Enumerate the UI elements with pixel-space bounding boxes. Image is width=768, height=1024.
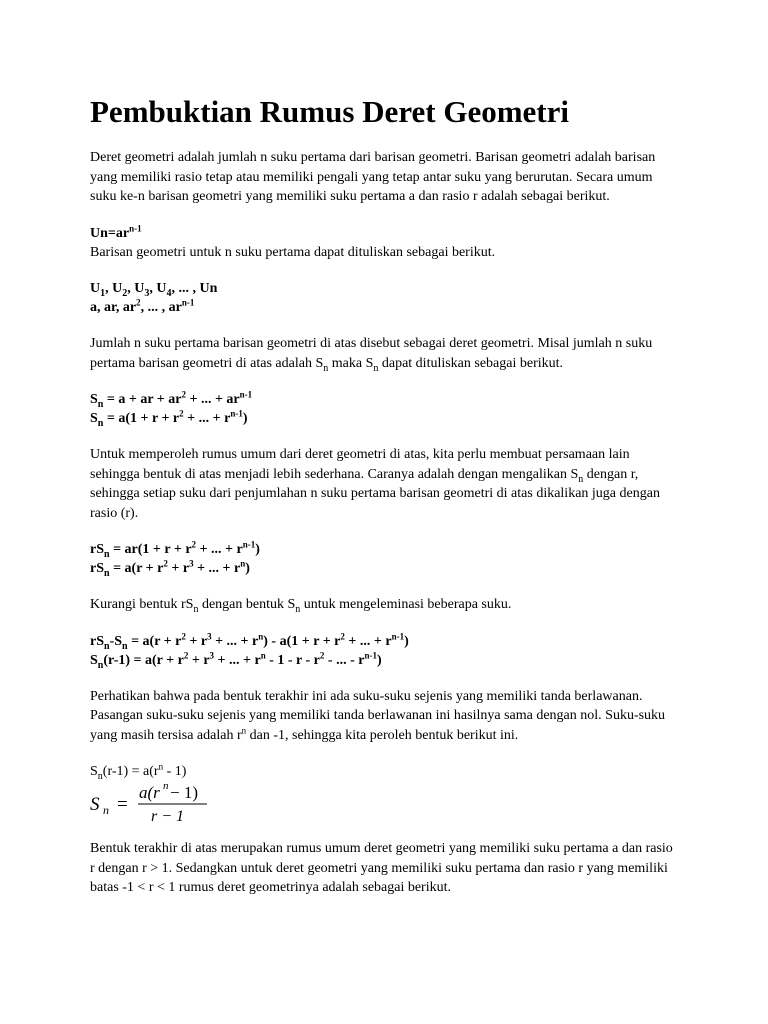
fraction-numerator: a(r <box>139 783 160 802</box>
formula-sn-factored: $S_n = a(1 + r + r^2$ + ... + $r^{n-1}$) <box>90 408 248 429</box>
series-formula-block <box>90 390 680 428</box>
fraction-equals: = <box>117 794 128 815</box>
fraction-denominator: r − 1 <box>151 808 185 823</box>
cancellation-paragraph: Perhatikan bahwa pada bentuk terakhir ini ada suku-suku sejenis yang memiliki tanda berlawanan. Pasangan suku-suku sejenis yang memiliki tanda berlawanan ini hasilnya sama dengan nol. Suku-suku yang masih tersisa adalah $r^n$ dan -1, sehingga kita peroleh bentuk berikut ini. <box>90 688 666 743</box>
subtraction-formula-block <box>90 632 680 670</box>
multiply-ratio-paragraph: Untuk memperoleh rumus umum dari deret geometri di atas, kita perlu membuat persamaan lain sehingga bentuk di atas menjadi lebih sederhana. Caranya adalah dengan mengalikan $S_n$ dengan r, sehingga setiap suku dari penjumlahan n suku pertama barisan geometri di atas dikalikan juga dengan rasio (r). <box>90 447 660 521</box>
formula-rsn-2: $rS_n = a(r + r^2 + r^3$ + ... + $r^n$) <box>90 558 250 579</box>
fraction-lhs: S <box>90 794 100 815</box>
formula-sequence-a: a, ar, $ar^2$, ... , $ar^{n-1}$ <box>90 297 195 315</box>
series-definition-paragraph: Jumlah n suku pertama barisan geometri di atas disebut sebagai deret geometri. Misal jumlah n suku pertama barisan geometri di atas adalah $S_n$ maka $S_n$ dapat dituliskan sebagai berikut. <box>90 336 653 374</box>
formula-subtraction-1: $rS_n-S_n = a(r + r^2 + r^3$ + ... + $r^n) - a(1 + r + r^2$ + ... + $r^{n-1}$) <box>90 630 409 652</box>
sequence-block <box>90 279 680 317</box>
formula-result: $S_n(r-1) = a(r^n - 1)$ <box>90 761 187 782</box>
fraction-numerator-exponent: n <box>163 781 169 792</box>
formula-sum-fraction <box>90 781 680 823</box>
page-title: Pembuktian Rumus Deret Geometri <box>90 94 570 129</box>
intro-paragraph: Deret geometri adalah jumlah n suku pertama dari barisan geometri. Barisan geometri adalah barisan yang memiliki rasio tetap atau memiliki pengali yang tetap antar suku yang berurutan. Secara umum suku ke-n barisan geometri yang memiliki suku pertama a dan rasio r adalah sebagai berikut. <box>90 150 656 204</box>
document-page <box>90 94 680 898</box>
fraction-numerator-end: − 1) <box>170 783 198 802</box>
fraction-lhs-subscript: n <box>103 803 109 817</box>
sequence-intro-paragraph: Barisan geometri untuk n suku pertama dapat dituliskan sebagai berikut. <box>90 244 496 260</box>
formula-sn-expanded: $S_n = a$ + ar + $ar^2$ + ... + $ar^{n-1}$ <box>90 389 253 410</box>
closing-paragraph: Bentuk terakhir di atas merupakan rumus umum deret geometri yang memiliki suku pertama a dan rasio r dengan r > 1. Sedangkan untuk deret geometri yang memiliki suku pertama dan rasio r yang memiliki batas -1 < r < 1 rumus deret geometrinya adalah sebagai berikut. <box>90 841 673 895</box>
formula-un: $Un=ar^{n-1}$ <box>90 222 142 241</box>
sum-fraction-graphic <box>90 781 240 823</box>
subtract-paragraph: Kurangi bentuk $rS_n$ dengan bentuk $S_n$ untuk mengeleminasi beberapa suku. <box>90 597 512 615</box>
formula-sequence-u: $U_1$, $U_2$, $U_3$, $U_4$, ... , Un <box>90 281 218 299</box>
formula-rsn-1: $rS_n = ar(1 + r + r^2$ + ... + $r^{n-1}$) <box>90 539 260 560</box>
rsn-formula-block <box>90 540 680 578</box>
formula-subtraction-2: $S_n(r-1) = a(r + r^2 + r^3$ + ... + $r^n - 1$ - r - $r^2$ - ... - $r^{n-1}$) <box>90 649 382 671</box>
